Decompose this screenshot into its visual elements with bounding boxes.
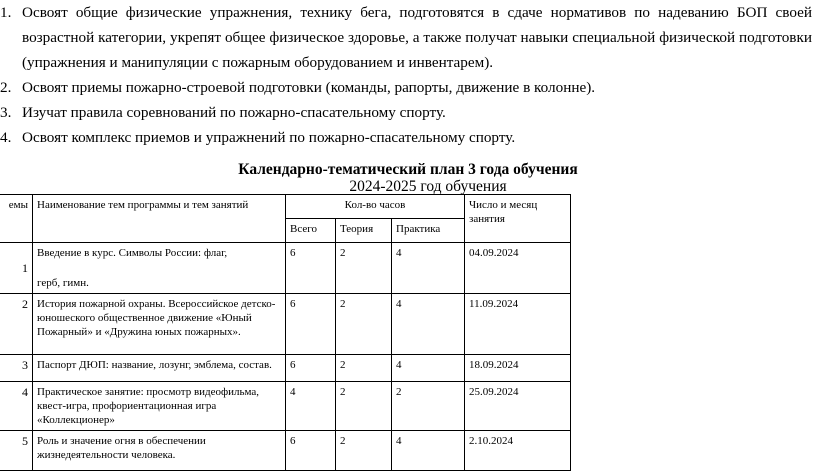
learning-outcomes-list bbox=[0, 0, 816, 150]
header-theory: Теория bbox=[336, 219, 392, 243]
outcome-number: 1. bbox=[0, 4, 12, 21]
outcome-number: 3. bbox=[0, 104, 12, 121]
row-number: 4 bbox=[0, 382, 33, 431]
row-practice: 4 bbox=[392, 243, 465, 294]
header-date: Число и месяц занятия bbox=[465, 195, 571, 243]
row-date: 25.09.2024 bbox=[465, 382, 571, 431]
outcome-text: Освоят комплекс приемов и упражнений по пожарно-спасательному спорту. bbox=[22, 129, 516, 146]
header-hours: Кол-во часов bbox=[286, 195, 465, 219]
row-theory: 2 bbox=[336, 355, 392, 382]
plan-table bbox=[0, 194, 571, 471]
row-practice: 4 bbox=[392, 294, 465, 355]
table-row bbox=[0, 431, 571, 471]
row-theory: 2 bbox=[336, 243, 392, 294]
row-practice: 4 bbox=[392, 431, 465, 471]
table-row bbox=[0, 243, 571, 294]
outcome-number: 4. bbox=[0, 129, 12, 146]
row-topic: Практическое занятие: просмотр видеофильма, квест-игра, профориентационная игра «Коллекционер» bbox=[33, 382, 286, 431]
row-date: 18.09.2024 bbox=[465, 355, 571, 382]
outcome-item bbox=[0, 0, 816, 75]
row-number: 5 bbox=[0, 431, 33, 471]
row-number: 3 bbox=[0, 355, 33, 382]
header-practice: Практика bbox=[392, 219, 465, 243]
table-row bbox=[0, 294, 571, 355]
row-total: 6 bbox=[286, 294, 336, 355]
header-number: емы bbox=[0, 195, 33, 243]
plan-title: Календарно-тематический план 3 года обучения bbox=[238, 161, 578, 178]
outcome-item bbox=[0, 75, 816, 100]
row-topic: Введение в курс. Символы России: флаг, герб, гимн. bbox=[33, 243, 286, 294]
table-header-row bbox=[0, 195, 571, 219]
row-theory: 2 bbox=[336, 294, 392, 355]
row-total: 6 bbox=[286, 243, 336, 294]
row-total: 6 bbox=[286, 355, 336, 382]
row-total: 6 bbox=[286, 431, 336, 471]
outcome-text: Изучат правила соревнований по пожарно-спасательному спорту. bbox=[22, 104, 446, 121]
table-row bbox=[0, 355, 571, 382]
row-number: 2 bbox=[0, 294, 33, 355]
outcome-item bbox=[0, 100, 816, 125]
row-date: 11.09.2024 bbox=[465, 294, 571, 355]
row-date: 2.10.2024 bbox=[465, 431, 571, 471]
row-practice: 2 bbox=[392, 382, 465, 431]
outcome-number: 2. bbox=[0, 79, 12, 96]
row-topic: Роль и значение огня в обеспечении жизнедеятельности человека. bbox=[33, 431, 286, 471]
row-total: 4 bbox=[286, 382, 336, 431]
row-practice: 4 bbox=[392, 355, 465, 382]
row-topic: Паспорт ДЮП: название, лозунг, эмблема, состав. bbox=[33, 355, 286, 382]
row-topic: История пожарной охраны. Всероссийское детско-юношеского общественное движение «Юный Пожарный» и «Дружина юных пожарных». bbox=[33, 294, 286, 355]
row-theory: 2 bbox=[336, 431, 392, 471]
outcome-text: Освоят приемы пожарно-строевой подготовки (команды, рапорты, движение в колонне). bbox=[22, 79, 596, 96]
row-date: 04.09.2024 bbox=[465, 243, 571, 294]
header-total: Всего bbox=[286, 219, 336, 243]
outcome-item bbox=[0, 125, 816, 150]
table-row bbox=[0, 382, 571, 431]
plan-subtitle: 2024-2025 год обучения bbox=[349, 178, 507, 195]
outcome-text: Освоят общие физические упражнения, технику бега, подготовятся в сдаче нормативов по надеванию БОП своей возрастной категории, укрепят общее физическое здоровье, а также получат навыки специальной физической подготовки (упражнения и манипуляции с пожарным оборудованием и инвентарем). bbox=[22, 4, 812, 71]
header-topic: Наименование тем программы и тем занятий bbox=[33, 195, 286, 243]
row-number: 1 bbox=[0, 243, 33, 294]
row-theory: 2 bbox=[336, 382, 392, 431]
